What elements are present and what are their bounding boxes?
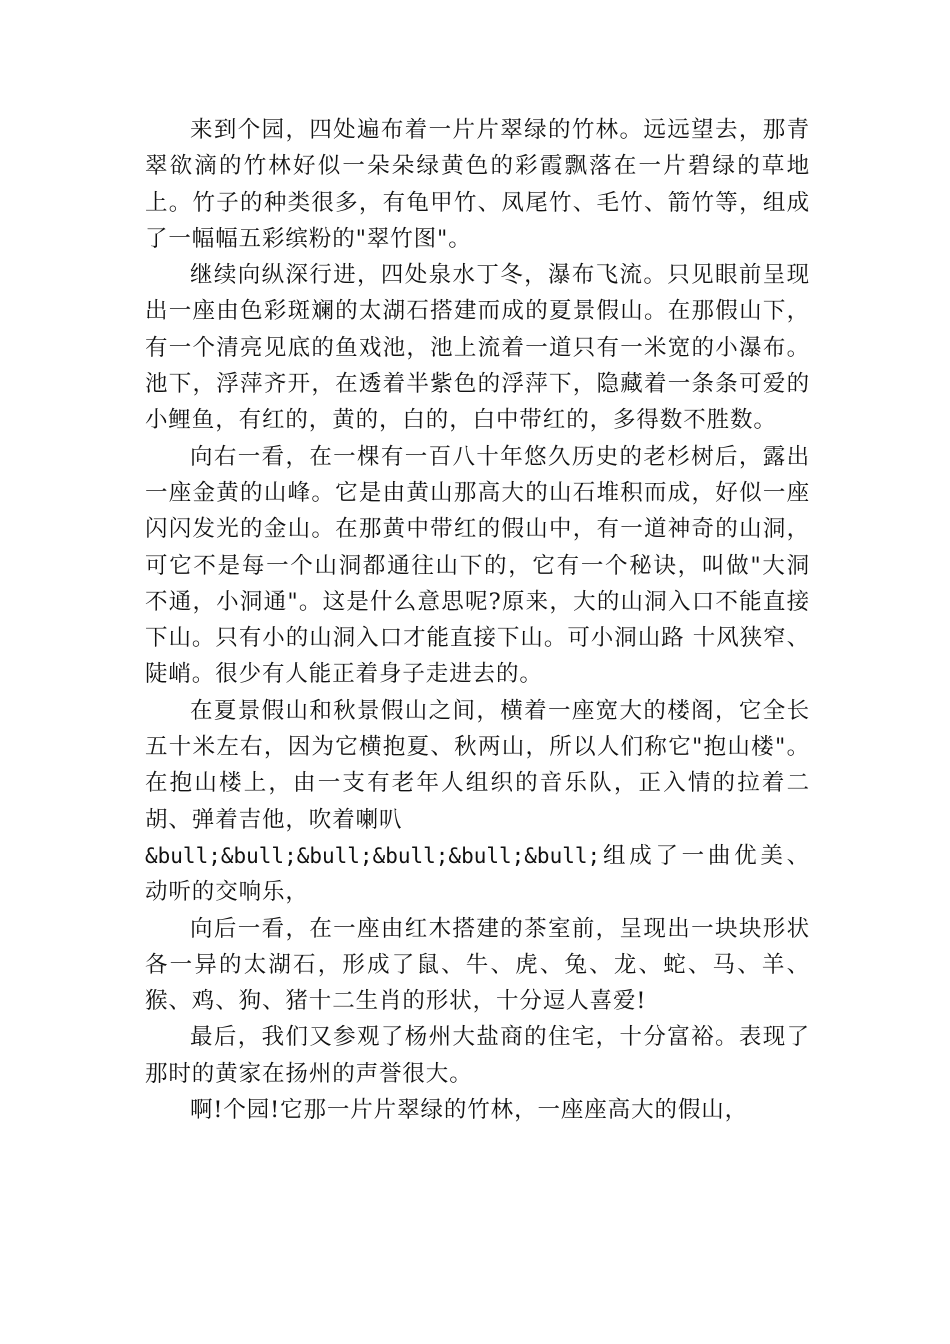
paragraph-baoshan-tower-text: 在夏景假山和秋景假山之间，横着一座宽大的楼阁，它全长五十米左右，因为它横抱夏、秋两山，所以人们称它"抱山楼"。在抱山楼上，由一支有老年人组织的音乐队，正入情的拉着二胡、弹着吉他，吹着喇叭 bbox=[145, 697, 810, 833]
article-body bbox=[145, 112, 810, 1128]
paragraph-baoshan-tower-continuation bbox=[145, 838, 810, 911]
paragraph-bamboo: 来到个园，四处遍布着一片片翠绿的竹林。远远望去，那青翠欲滴的竹林好似一朵朵绿黄色的彩霞飘落在一片碧绿的草地上。竹子的种类很多，有龟甲竹、凤尾竹、毛竹、箭竹等，组成了一幅幅五彩缤粉的"翠竹图"。 bbox=[145, 117, 810, 252]
html-entity-run: &bull;&bull;&bull;&bull;&bull;&bull; bbox=[145, 843, 601, 868]
paragraph-zodiac-stones: 向后一看，在一座由红木搭建的茶室前，呈现出一块块形状各一异的太湖石，形成了鼠、牛、虎、兔、龙、蛇、马、羊、猴、鸡、狗、猪十二生肖的形状，十分逗人喜爱! bbox=[145, 915, 810, 1015]
paragraph-salt-merchant: 最后，我们又参观了杨州大盐商的住宅，十分富裕。表现了那时的黄家在扬州的声誉很大。 bbox=[145, 1024, 810, 1087]
paragraph-summer-rockery: 继续向纵深行进，四处泉水丁冬，瀑布飞流。只见眼前呈现出一座由色彩斑斓的太湖石搭建而成的夏景假山。在那假山下，有一个清亮见底的鱼戏池，池上流着一道只有一米宽的小瀑布。池下，浮萍齐开，在透着半紫色的浮萍下，隐藏着一条条可爱的小鲤鱼，有红的，黄的，白的，白中带红的，多得数不胜数。 bbox=[145, 262, 810, 434]
paragraph-golden-peak: 向右一看，在一棵有一百八十年悠久历史的老杉树后，露出一座金黄的山峰。它是由黄山那高大的山石堆积而成，好似一座闪闪发光的金山。在那黄中带红的假山中，有一道神奇的山洞，可它不是每一个山洞都通往山下的，它有一个秘诀，叫做"大洞不通，小洞通"。这是什么意思呢?原来，大的山洞入口不能直接下山。只有小的山洞入口才能直接下山。可小洞山路 十风狭窄、陡峭。很少有人能正着身子走进去的。 bbox=[145, 443, 810, 688]
paragraph-closing: 啊!个园!它那一片片翠绿的竹林，一座座高大的假山， bbox=[190, 1097, 749, 1124]
paragraph-baoshan-tower bbox=[145, 693, 810, 911]
paragraph-baoshan-tower-ending: 组成了一曲优美、动听的交响乐， bbox=[145, 842, 810, 906]
